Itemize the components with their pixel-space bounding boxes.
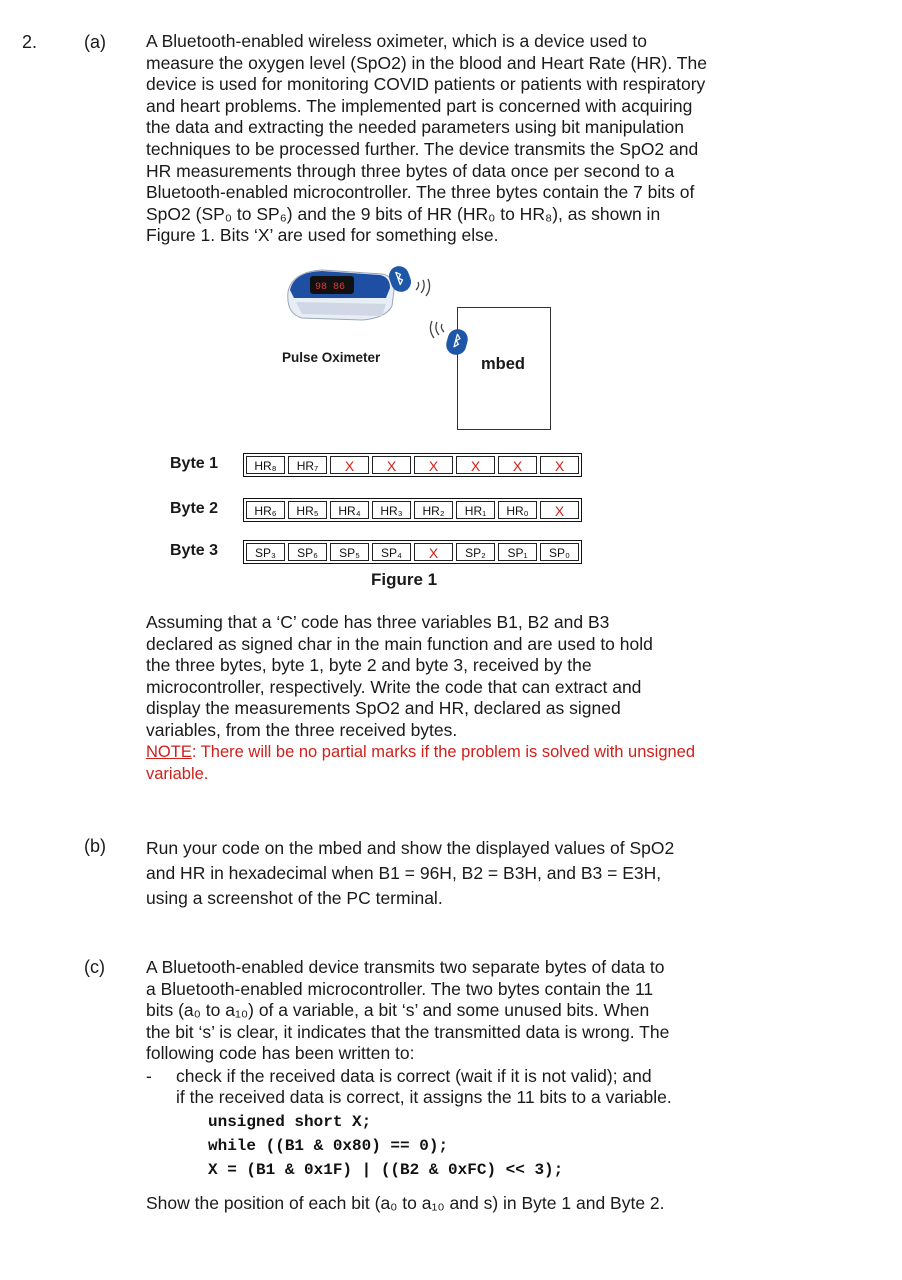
bit-cell: HR₂ bbox=[414, 501, 453, 519]
bullet-marker: - bbox=[146, 1066, 152, 1086]
bit-cell: X bbox=[498, 456, 537, 474]
bit-cell: HR₄ bbox=[330, 501, 369, 519]
text-line: and HR in hexadecimal when B1 = 96H, B2 = B3H, and B3 = E3H, bbox=[146, 863, 662, 883]
final-instruction: Show the position of each bit (a₀ to a₁₀ and s) in Byte 1 and Byte 2. bbox=[146, 1193, 665, 1213]
text-line: the bit ‘s’ is clear, it indicates that the transmitted data is wrong. The bbox=[146, 1021, 670, 1042]
text-line: variables, from the three received bytes. bbox=[146, 719, 458, 740]
bit-cell: X bbox=[540, 456, 579, 474]
part-c-label: (c) bbox=[84, 957, 105, 977]
bit-cell: X bbox=[456, 456, 495, 474]
note-block bbox=[146, 742, 746, 785]
bit-cell: HR₇ bbox=[288, 456, 327, 474]
bit-cell: HR₀ bbox=[498, 501, 537, 519]
byte-2-row bbox=[243, 498, 582, 522]
text-line: techniques to be processed further. The device transmits the SpO2 and bbox=[146, 138, 699, 159]
part-c-paragraph bbox=[146, 957, 752, 1065]
part-a-paragraph bbox=[146, 31, 752, 247]
text-line: a Bluetooth-enabled microcontroller. The two bytes contain the 11 bbox=[146, 978, 654, 999]
bit-cell: X bbox=[414, 456, 453, 474]
bit-cell: X bbox=[414, 543, 453, 561]
text-line: Bluetooth-enabled microcontroller. The three bytes contain the 7 bits of bbox=[146, 182, 695, 203]
byte-1-label: Byte 1 bbox=[170, 455, 219, 472]
text-line: the three bytes, byte 1, byte 2 and byte 3, received by the bbox=[146, 655, 592, 676]
code-line: X = (B1 & 0x1F) | ((B2 & 0xFC) << 3); bbox=[208, 1161, 564, 1179]
mbed-label: mbed bbox=[481, 355, 526, 373]
bit-cell: SP₁ bbox=[498, 543, 537, 561]
text-line: A Bluetooth-enabled wireless oximeter, which is a device used to bbox=[146, 31, 647, 51]
text-line: device is used for monitoring COVID patients or patients with respiratory bbox=[146, 74, 706, 95]
bit-cell: SP₆ bbox=[288, 543, 327, 561]
bit-cell: SP₃ bbox=[246, 543, 285, 561]
byte-2-label: Byte 2 bbox=[170, 500, 219, 517]
byte-3-label: Byte 3 bbox=[170, 542, 219, 559]
bit-cell: X bbox=[330, 456, 369, 474]
bluetooth-icon: ᛒ bbox=[444, 327, 470, 357]
text-line: using a screenshot of the PC terminal. bbox=[146, 888, 443, 908]
note-text: : There will be no partial marks if the problem is solved with unsigned bbox=[191, 743, 696, 761]
oximeter-display-readout: 98 86 bbox=[315, 282, 346, 293]
bit-cell: HR₈ bbox=[246, 456, 285, 474]
text-line: Run your code on the mbed and show the displayed values of SpO2 bbox=[146, 838, 675, 858]
bit-cell: HR₁ bbox=[456, 501, 495, 519]
text-line: Figure 1. Bits ‘X’ are used for something else. bbox=[146, 225, 499, 246]
bit-cell: X bbox=[540, 501, 579, 519]
code-line: while ((B1 & 0x80) == 0); bbox=[208, 1137, 449, 1155]
text-line: measure the oxygen level (SpO2) in the blood and Heart Rate (HR). The bbox=[146, 52, 707, 73]
text-line: display the measurements SpO2 and HR, declared as signed bbox=[146, 698, 621, 719]
bit-cell: SP₄ bbox=[372, 543, 411, 561]
text-line: the data and extracting the needed parameters using bit manipulation bbox=[146, 117, 684, 138]
signal-waves-icon bbox=[412, 278, 434, 298]
text-line: A Bluetooth-enabled device transmits two separate bytes of data to bbox=[146, 957, 665, 977]
bit-cell: HR₅ bbox=[288, 501, 327, 519]
note-line bbox=[146, 742, 746, 764]
bullet-item: if the received data is correct, it assigns the 11 bits to a variable. bbox=[176, 1087, 672, 1107]
text-line: Assuming that a ‘C’ code has three variables B1, B2 and B3 bbox=[146, 612, 610, 632]
pulse-oximeter-image bbox=[282, 262, 402, 342]
bit-cell: SP₂ bbox=[456, 543, 495, 561]
text-line: SpO2 (SP₀ to SP₆) and the 9 bits of HR (HR₀ to HR₈), as shown in bbox=[146, 203, 661, 224]
signal-waves-icon bbox=[426, 320, 448, 340]
part-a-label: (a) bbox=[84, 32, 106, 52]
text-line: declared as signed char in the main function and are used to hold bbox=[146, 633, 653, 654]
bluetooth-icon: ᛒ bbox=[386, 263, 414, 294]
text-line: and heart problems. The implemented part is concerned with acquiring bbox=[146, 95, 693, 116]
bit-cell: SP₅ bbox=[330, 543, 369, 561]
part-a-question-paragraph bbox=[146, 612, 752, 742]
figure-caption: Figure 1 bbox=[371, 570, 438, 589]
pulse-oximeter-caption: Pulse Oximeter bbox=[282, 350, 381, 365]
bit-cell: HR₃ bbox=[372, 501, 411, 519]
note-label: NOTE bbox=[146, 743, 192, 761]
note-line: variable. bbox=[146, 764, 209, 783]
text-line: bits (a₀ to a₁₀) of a variable, a bit ‘s’ and some unused bits. When bbox=[146, 1000, 650, 1021]
part-b-paragraph bbox=[146, 836, 752, 911]
bit-cell: SP₀ bbox=[540, 543, 579, 561]
bullet-item: check if the received data is correct (wait if it is not valid); and bbox=[176, 1066, 652, 1086]
question-number: 2. bbox=[22, 32, 38, 52]
part-b-label: (b) bbox=[84, 836, 106, 856]
bit-cell: X bbox=[372, 456, 411, 474]
bit-cell: HR₆ bbox=[246, 501, 285, 519]
byte-1-row bbox=[243, 453, 582, 477]
code-line: unsigned short X; bbox=[208, 1113, 372, 1131]
text-line: microcontroller, respectively. Write the code that can extract and bbox=[146, 676, 642, 697]
text-line: HR measurements through three bytes of data once per second to a bbox=[146, 160, 675, 181]
text-line: following code has been written to: bbox=[146, 1043, 415, 1064]
byte-3-row bbox=[243, 540, 582, 564]
